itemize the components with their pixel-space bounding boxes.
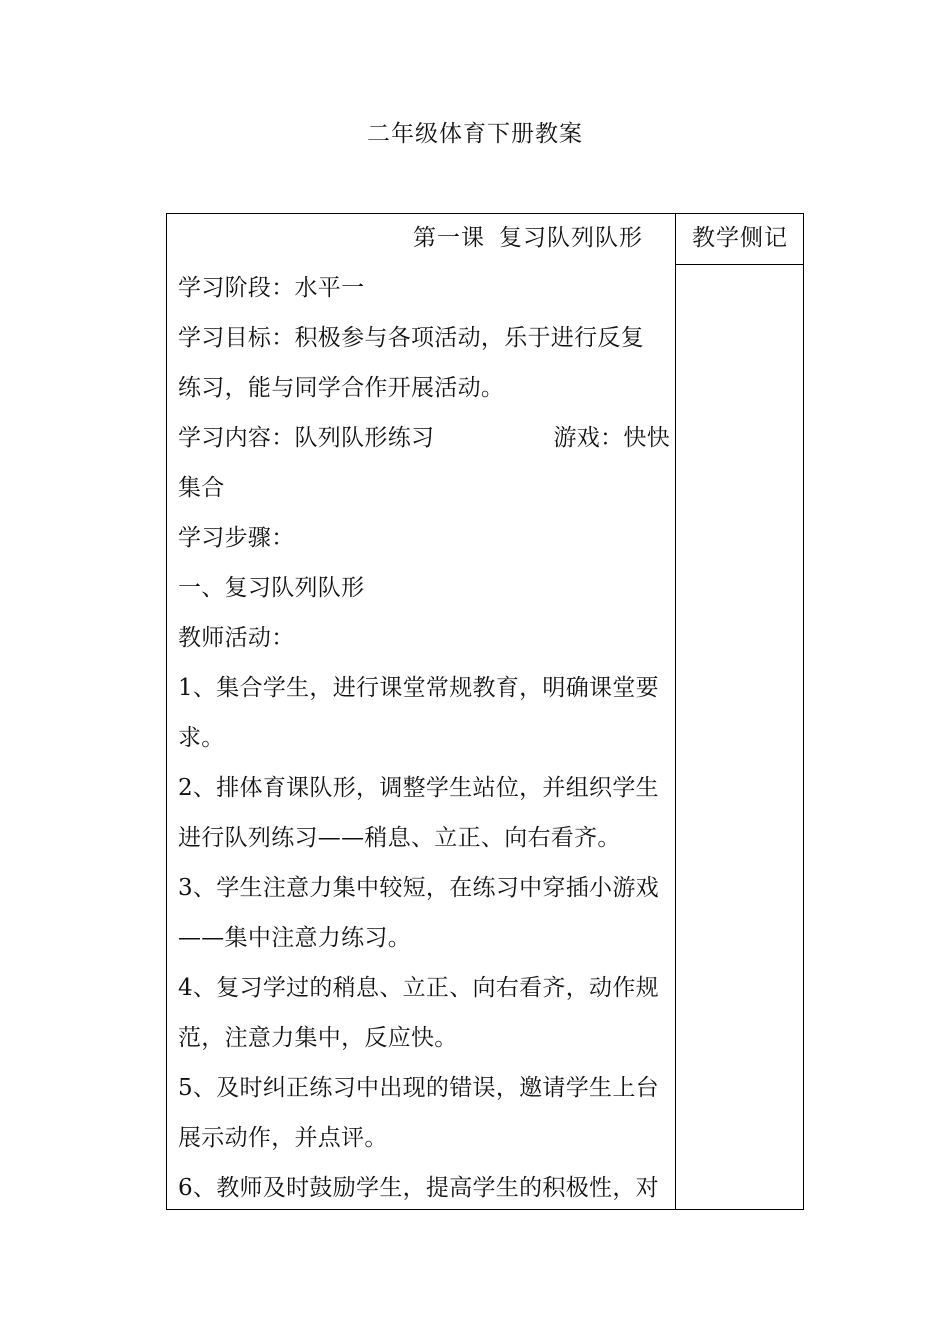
lesson-plan-table <box>166 213 804 1210</box>
item-1-line-1: 1、集合学生，进行课堂常规教育，明确课堂要 <box>178 675 659 701</box>
section-heading: 一、复习队列队形 <box>178 575 365 601</box>
lesson-title <box>413 218 643 258</box>
content-line-1 <box>178 413 670 463</box>
item-2-line-2: 进行队列练习——稍息、立正、向右看齐。 <box>178 825 621 851</box>
stage-line: 学习阶段：水平一 <box>178 275 365 301</box>
content-line-2: 集合 <box>178 475 225 501</box>
item-5-line-1: 5、及时纠正练习中出现的错误，邀请学生上台 <box>178 1075 659 1101</box>
steps-heading: 学习步骤： <box>178 525 295 551</box>
item-1-line-2: 求。 <box>178 725 225 751</box>
item-5-line-2: 展示动作，并点评。 <box>178 1125 388 1151</box>
side-header-divider <box>675 264 804 265</box>
lesson-number: 第一课 <box>413 225 485 251</box>
lesson-name: 复习队列队形 <box>499 225 643 251</box>
goal-line-1: 学习目标：积极参与各项活动，乐于进行反复 <box>178 325 644 351</box>
content-left: 学习内容：队列队形练习 <box>178 425 435 451</box>
item-6-line-1: 6、教师及时鼓励学生，提高学生的积极性，对 <box>178 1175 659 1201</box>
lesson-body <box>178 263 670 1213</box>
content-right: 游戏：快快 <box>553 425 670 451</box>
item-3-line-1: 3、学生注意力集中较短，在练习中穿插小游戏 <box>178 875 659 901</box>
document-title: 二年级体育下册教案 <box>367 121 583 147</box>
item-4-line-1: 4、复习学过的稍息、立正、向右看齐，动作规 <box>178 975 659 1001</box>
item-3-line-2: ——集中注意力练习。 <box>178 925 411 951</box>
side-notes-header: 教学侧记 <box>692 225 788 251</box>
goal-line-2: 练习，能与同学合作开展活动。 <box>178 375 505 401</box>
item-2-line-1: 2、排体育课队形，调整学生站位，并组织学生 <box>178 775 659 801</box>
column-divider <box>675 214 676 1209</box>
item-4-line-2: 范，注意力集中，反应快。 <box>178 1025 458 1051</box>
teacher-activity-heading: 教师活动： <box>178 625 295 651</box>
